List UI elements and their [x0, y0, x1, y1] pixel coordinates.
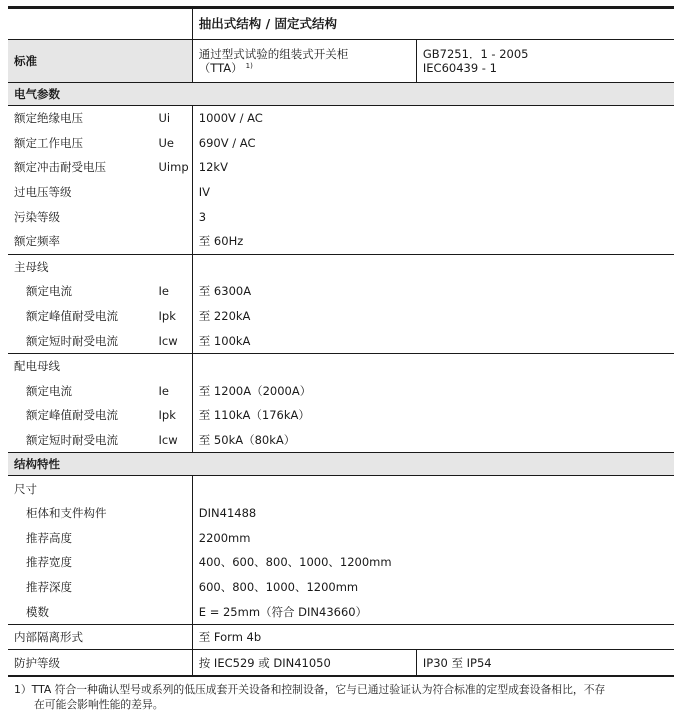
footnote-line-1: 1）TTA 符合一种确认型号或系列的低压成套开关设备和控制设备，它与已通过验证认为符合标准的定型成套设备相比，不存 [14, 683, 606, 696]
table-row [8, 575, 674, 600]
table-cell: 至 60Hz [192, 229, 674, 254]
table-row [8, 279, 674, 304]
group-title: 配电母线 [8, 353, 192, 378]
table-cell: 额定工作电压 [14, 135, 83, 150]
table-cell: 400、600、800、1000、1200mm [192, 550, 674, 575]
table-cell: 至 Form 4b [192, 624, 674, 650]
table-cell: 按 IEC529 或 DIN41050 [192, 650, 416, 676]
table-cell [8, 8, 192, 40]
protection-row [8, 650, 674, 676]
table-cell: 至 110kA（176kA） [192, 403, 674, 428]
group-title: 尺寸 [14, 481, 37, 496]
table-row [8, 550, 674, 575]
table-row [8, 428, 674, 453]
table-cell: 额定绝缘电压 [14, 111, 83, 126]
spec-table [8, 6, 674, 677]
table-cell: 内部隔离形式 [8, 624, 192, 650]
table-cell: Uimp [158, 160, 189, 175]
table-row [8, 403, 674, 428]
table-cell: 2200mm [192, 526, 674, 551]
table-cell: E = 25mm（符合 DIN43660） [192, 599, 674, 624]
table-cell: Ipk [158, 408, 176, 423]
table-cell: 额定冲击耐受电压 [14, 160, 106, 175]
table-cell [192, 476, 674, 501]
table-cell: Ie [158, 383, 169, 398]
table-cell: 模数 [26, 604, 49, 619]
table-row [8, 304, 674, 329]
table-cell: 额定电流 [26, 383, 72, 398]
section-electrical [8, 83, 674, 106]
table-row [8, 328, 674, 353]
table-cell: Icw [158, 433, 178, 448]
section-title: 结构特性 [8, 453, 674, 476]
group-size [8, 476, 674, 501]
table-cell: Ie [158, 284, 169, 299]
table-cell: 额定短时耐受电流 [26, 333, 118, 348]
table-cell: 3 [192, 204, 674, 229]
table-cell: DIN41488 [192, 501, 674, 526]
table-cell: Icw [158, 333, 178, 348]
table-cell: 柜体和支件构件 [26, 506, 107, 521]
table-cell [153, 229, 193, 254]
table-cell: 污染等级 [14, 209, 60, 224]
group-main-busbar [8, 254, 674, 279]
table-title: 抽出式结构 / 固定式结构 [192, 8, 674, 40]
table-row [8, 229, 674, 254]
table-cell: 额定峰值耐受电流 [26, 309, 118, 324]
table-cell [192, 254, 674, 279]
standard-codes: GB7251．1 - 2005 IEC60439 - 1 [416, 40, 674, 83]
table-cell: 推荐宽度 [26, 555, 72, 570]
table-cell: 1000V / AC [192, 106, 674, 131]
table-cell [192, 353, 674, 378]
table-cell [153, 180, 193, 205]
standard-desc: 通过型式试验的组装式开关柜 （TTA） $^{1)}$ [192, 40, 416, 83]
group-title: 主母线 [8, 254, 192, 279]
section-title: 电气参数 [8, 83, 674, 106]
table-cell: 额定电流 [26, 284, 72, 299]
table-row [8, 155, 674, 180]
table-cell: 至 50kA（80kA） [192, 428, 674, 453]
table-row [8, 379, 674, 404]
table-cell: 防护等级 [8, 650, 192, 676]
footnote-line-2: 在可能会影响性能的差异。 [34, 698, 164, 711]
table-row [8, 526, 674, 551]
table-row [8, 599, 674, 624]
section-structure [8, 453, 674, 476]
table-cell: 12kV [192, 155, 674, 180]
footnote-ref: 1) [245, 62, 253, 70]
table-cell: 额定频率 [14, 234, 60, 249]
table-cell: 额定峰值耐受电流 [26, 408, 118, 423]
table-cell: 推荐深度 [26, 579, 72, 594]
table-cell: 推荐高度 [26, 530, 72, 545]
table-cell: 至 1200A（2000A） [192, 379, 674, 404]
footnote [14, 682, 670, 712]
table-cell: Ui [158, 111, 171, 126]
table-row [8, 180, 674, 205]
table-cell [153, 204, 193, 229]
table-cell: IP30 至 IP54 [416, 650, 674, 676]
table-cell: 至 220kA [192, 304, 674, 329]
table-cell: 690V / AC [192, 131, 674, 156]
group-dist-busbar [8, 353, 674, 378]
table-row [8, 131, 674, 156]
table-cell: IV [192, 180, 674, 205]
table-cell: Ipk [158, 309, 176, 324]
table-cell: 至 100kA [192, 328, 674, 353]
table-row [8, 106, 674, 131]
standard-row [8, 40, 674, 83]
table-cell: Ue [158, 135, 174, 150]
standard-label: 标准 [8, 40, 192, 83]
table-header-row [8, 8, 674, 40]
table-row [8, 501, 674, 526]
table-row [8, 204, 674, 229]
table-cell: 600、800、1000、1200mm [192, 575, 674, 600]
separation-row [8, 624, 674, 650]
table-cell: 过电压等级 [14, 185, 72, 200]
table-cell: 至 6300A [192, 279, 674, 304]
table-cell: 额定短时耐受电流 [26, 433, 118, 448]
